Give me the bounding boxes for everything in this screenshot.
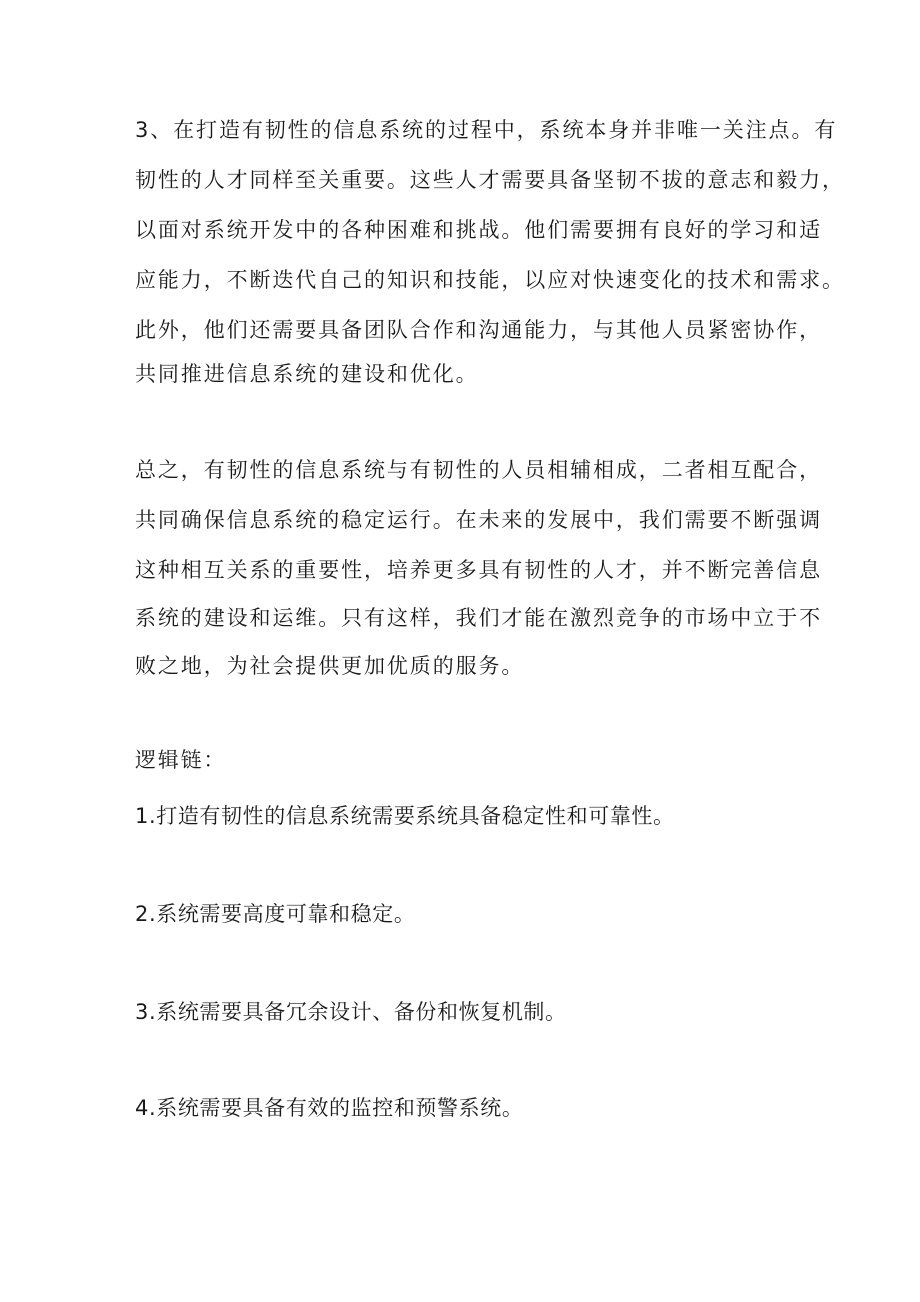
paragraph-line: 总之，有韧性的信息系统与有韧性的人员相辅相成，二者相互配合， [135,458,822,482]
list-item: 4.系统需要具备有效的监控和预警系统。 [135,1096,524,1120]
paragraph-line: 3、在打造有韧性的信息系统的过程中，系统本身并非唯一关注点。有 [135,118,838,142]
logic-chain-heading: 逻辑链： [135,748,227,772]
paragraph-line: 共同确保信息系统的稳定运行。在未来的发展中，我们需要不断强调 [135,508,822,532]
list-item: 3.系统需要具备冗余设计、备份和恢复机制。 [135,1000,567,1024]
paragraph-line: 这种相互关系的重要性，培养更多具有韧性的人才，并不断完善信息 [135,558,822,582]
paragraph-line: 以面对系统开发中的各种困难和挑战。他们需要拥有良好的学习和适 [135,218,822,242]
list-item: 1.打造有韧性的信息系统需要系统具备稳定性和可靠性。 [135,804,675,828]
paragraph-line: 应能力，不断迭代自己的知识和技能，以应对快速变化的技术和需求。 [135,268,845,292]
paragraph-line: 系统的建设和运维。只有这样，我们才能在激烈竞争的市场中立于不 [135,606,822,630]
paragraph-line: 共同推进信息系统的建设和优化。 [135,362,479,386]
paragraph-line: 此外，他们还需要具备团队合作和沟通能力，与其他人员紧密协作， [135,318,822,342]
paragraph-line: 败之地，为社会提供更加优质的服务。 [135,654,525,678]
paragraph-line: 韧性的人才同样至关重要。这些人才需要具备坚韧不拔的意志和毅力， [135,168,845,192]
list-item: 2.系统需要高度可靠和稳定。 [135,902,416,926]
